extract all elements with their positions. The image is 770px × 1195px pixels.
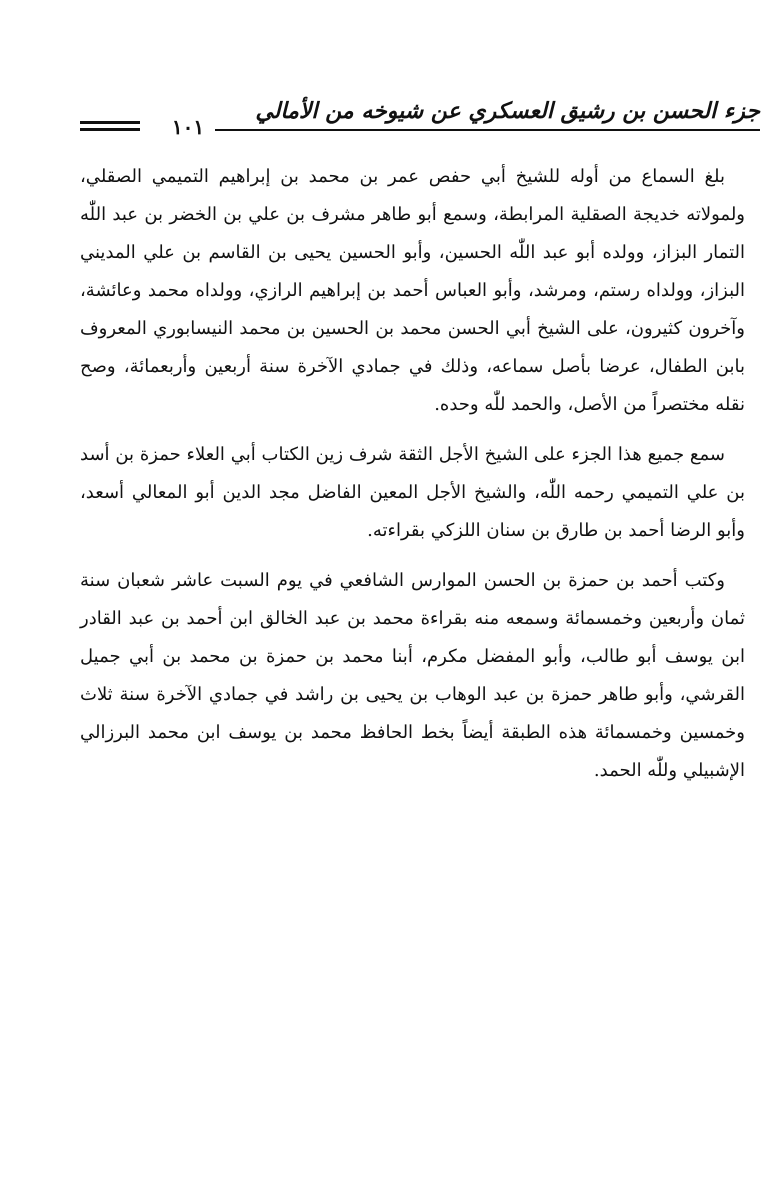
page-body [80, 158, 745, 802]
paragraph-second-audition: سمع جميع هذا الجزء على الشيخ الأجل الثقة شرف زين الكتاب أبي العلاء حمزة بن أسد بن علي التميمي رحمه اللّٰه، والشيخ الأجل المعين الفاضل مجد الدين أبو المعالي أسعد، وأبو الرضا أحمد بن طارق بن سنان اللزكي بقراءته. [80, 444, 745, 541]
paragraph-third-audition: وكتب أحمد بن حمزة بن الحسن الموارس الشافعي في يوم السبت عاشر شعبان سنة ثمان وأربعين وخمسمائة وسمعه منه بقراءة محمد بن عبد الخالق ابن أحمد بن عبد القادر ابن يوسف أبو طالب، وأبو المفضل مكرم، أبنا محمد بن حمزة بن محمد بن أبي جميل القرشي، وأبو طاهر حمزة بن عبد الوهاب بن يحيى بن راشد في جمادي الآخرة سنة ثلاث وخمسين وخمسمائة هذه الطبقة أيضاً بخط الحافظ محمد بن يوسف ابن محمد البرزالي الإشبيلي وللّٰه الحمد. [80, 570, 745, 781]
header-bar-top [80, 121, 140, 124]
header-bar-bottom [80, 128, 140, 131]
header-rule [215, 129, 760, 131]
paragraph-first-audition: بلغ السماع من أوله للشيخ أبي حفص عمر بن محمد بن إبراهيم التميمي الصقلي، ولمولاته خديجة الصقلية المرابطة، وسمع أبو طاهر مشرف بن علي بن الخضر بن عبد اللّٰه التمار البزاز، وولده أبو عبد اللّٰه الحسين، وأبو الحسين يحيى بن القاسم بن علي المديني البزاز، وولداه رستم، ومرشد، وأبو العباس أحمد بن إبراهيم الرازي، وولداه محمد وعائشة، وآخرون كثيرون، على الشيخ أبي الحسن محمد بن الحسين بن محمد النيسابوري المعروف بابن الطفال، عرضا بأصل سماعه، وذلك في جمادي الآخرة سنة أربعين وأربعمائة، وصح نقله مختصراً من الأصل، والحمد للّٰه وحده. [80, 166, 746, 415]
page-number: ١٠١ [171, 115, 205, 139]
running-title: جزء الحسن بن رشيق العسكري عن شيوخه من الأمالي [255, 98, 760, 124]
running-header [80, 96, 760, 139]
header-double-bar [80, 121, 140, 135]
